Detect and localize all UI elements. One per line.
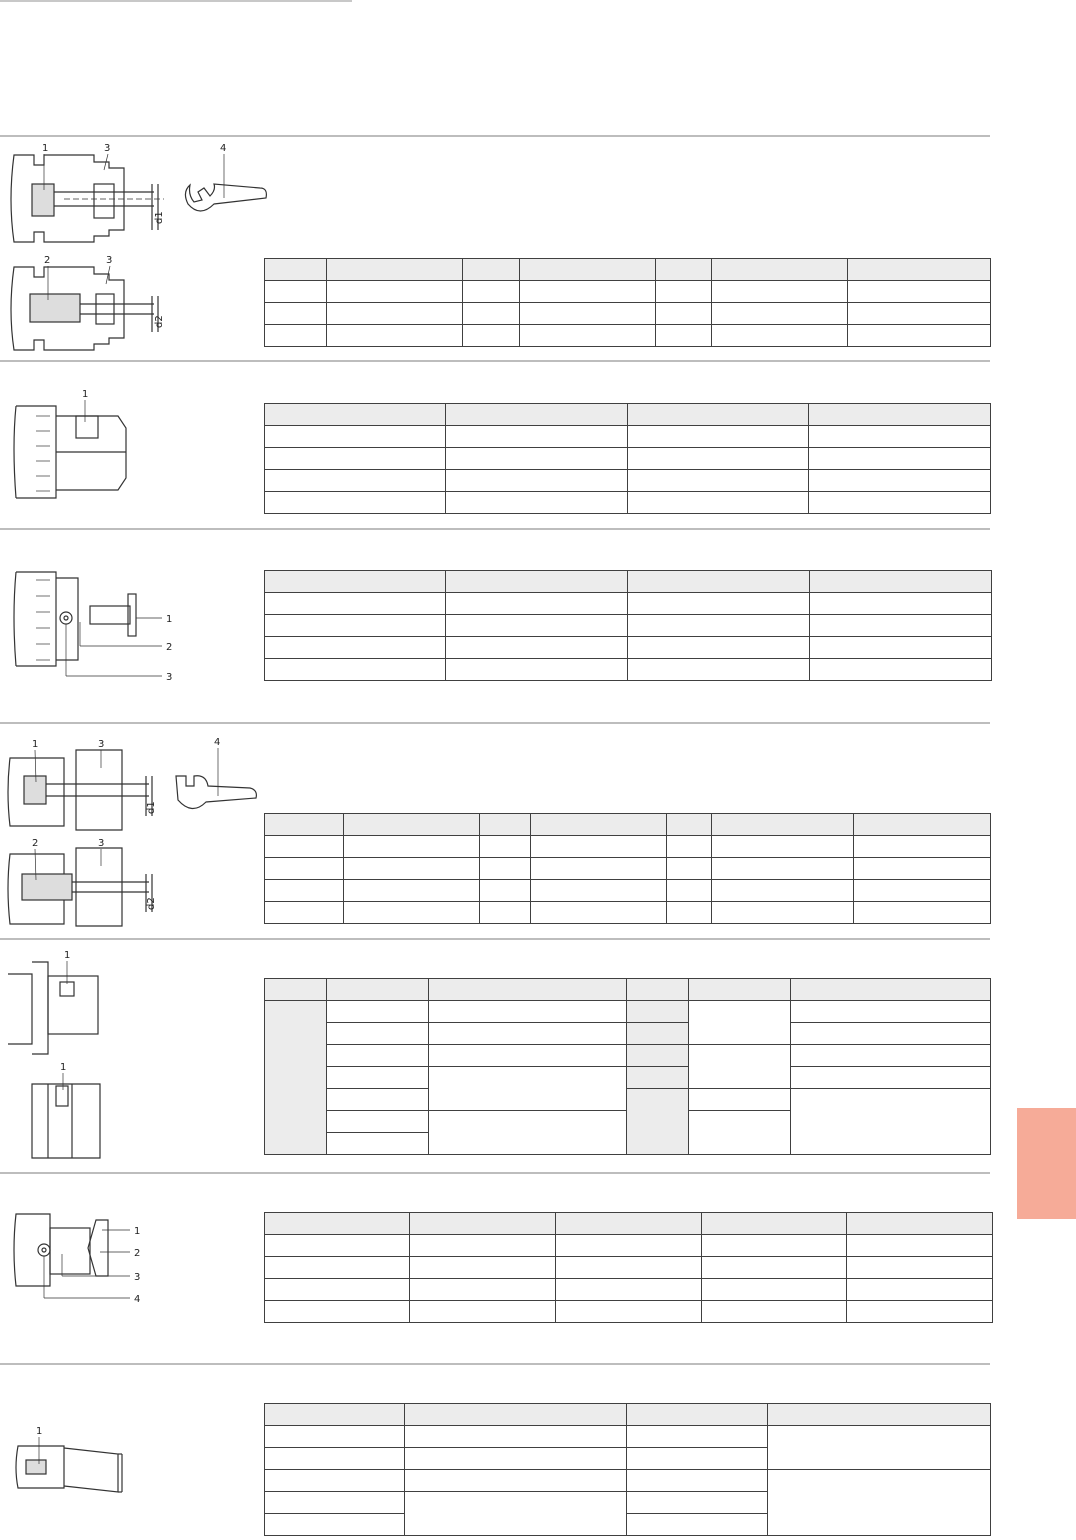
table-row: [265, 1426, 991, 1448]
table-row: [265, 303, 991, 325]
callout-1: 1: [60, 1062, 67, 1073]
spec-table-6: [264, 1212, 993, 1323]
label-d2: d2: [154, 315, 165, 328]
taper-shank-drawing: [10, 1424, 130, 1500]
label-d1: d1: [154, 211, 165, 224]
table-row: [265, 880, 991, 902]
table-row: [265, 1235, 993, 1257]
callout-1: 1: [36, 1426, 43, 1437]
callout-4: 4: [134, 1294, 141, 1305]
table-row: [265, 1067, 991, 1089]
table-row: [265, 902, 991, 924]
spec-table-5: [264, 978, 991, 1155]
shrink-chuck-drawing: [4, 944, 114, 1168]
label-d1: d1: [146, 801, 157, 814]
table-row: [265, 492, 991, 514]
table-header-row: [265, 1404, 991, 1426]
hydraulic-chuck-drawing-d1: [4, 736, 169, 836]
label-d2: d2: [146, 897, 157, 910]
clamping-insert-drawing: [10, 1212, 150, 1308]
section-separator: [0, 528, 990, 530]
table-row: [265, 1001, 991, 1023]
wrench-icon: [180, 140, 270, 220]
section-separator: [0, 938, 990, 940]
table-row: [265, 325, 991, 347]
callout-2: 2: [32, 838, 39, 849]
table-row: [265, 281, 991, 303]
spec-table-3: [264, 570, 992, 681]
callout-4: 4: [214, 737, 221, 748]
spec-table-4: [264, 813, 991, 924]
callout-2: 2: [44, 255, 51, 266]
table-row: [265, 426, 991, 448]
callout-1: 1: [42, 143, 49, 154]
callout-3: 3: [134, 1272, 141, 1283]
table-row: [265, 1257, 993, 1279]
callout-1: 1: [134, 1226, 141, 1237]
side-index-tab: [1017, 1108, 1076, 1219]
section-separator: [0, 1363, 990, 1365]
table-row: [265, 858, 991, 880]
callout-3: 3: [166, 672, 173, 683]
table-row: [265, 1279, 993, 1301]
callout-2: 2: [166, 642, 173, 653]
table-row: [265, 836, 991, 858]
table-header-row: [265, 814, 991, 836]
callout-1: 1: [64, 950, 71, 961]
callout-3: 3: [98, 739, 105, 750]
table-row: [265, 1045, 991, 1067]
table-row: [265, 615, 992, 637]
table-row: [265, 593, 992, 615]
table-row: [265, 1470, 991, 1492]
callout-1: 1: [32, 739, 39, 750]
section-separator: [0, 360, 990, 362]
table-header-row: [265, 404, 991, 426]
top-rule: [0, 0, 352, 2]
section-separator: [0, 1172, 990, 1174]
spec-table-1: [264, 258, 991, 347]
callout-1: 1: [82, 389, 89, 400]
table-row: [265, 1023, 991, 1045]
wrench-icon: [170, 736, 260, 816]
spec-table-7: [264, 1403, 991, 1536]
table-row: [265, 659, 992, 681]
callout-3: 3: [98, 838, 105, 849]
spec-table-2: [264, 403, 991, 514]
table-row: [265, 1089, 991, 1111]
scale-adjuster-drawing: [10, 386, 140, 502]
table-header-row: [265, 1213, 993, 1235]
callout-4: 4: [220, 143, 227, 154]
table-row: [265, 470, 991, 492]
collet-chuck-drawing-d1: [4, 140, 174, 250]
table-row: [265, 1301, 993, 1323]
table-header-row: [265, 979, 991, 1001]
table-row: [265, 448, 991, 470]
callout-3: 3: [104, 143, 111, 154]
section-separator: [0, 722, 990, 724]
section-separator: [0, 135, 990, 137]
table-row: [265, 637, 992, 659]
collet-chuck-drawing-d2: [4, 252, 174, 358]
scale-clamp-drawing: [10, 566, 185, 684]
callout-1: 1: [166, 614, 173, 625]
hydraulic-chuck-drawing-d2: [4, 836, 169, 930]
callout-2: 2: [134, 1248, 141, 1259]
callout-3: 3: [106, 255, 113, 266]
table-header-row: [265, 571, 992, 593]
table-header-row: [265, 259, 991, 281]
